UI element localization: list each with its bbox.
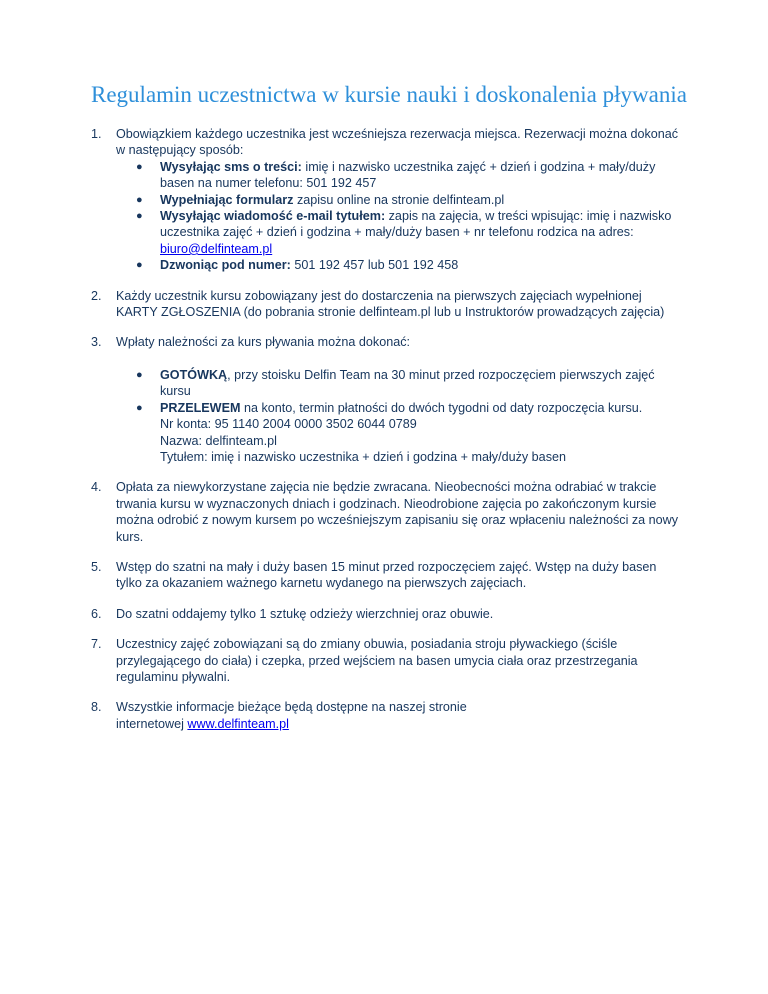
list-item xyxy=(116,159,681,192)
rule-text: Wstęp do szatni na mały i duży basen 15 minut przed rozpoczęciem zajęć. Wstęp na duży basen tylko za okazaniem ważnego karnetu wydanego na pierwszych zajęciach. xyxy=(116,559,657,591)
list-item xyxy=(116,400,681,466)
rule-text-line2: internetowej xyxy=(116,716,188,731)
rule-number: 1. xyxy=(91,127,102,141)
rule-text: Do szatni oddajemy tylko 1 sztukę odzieży wierzchniej oraz obuwie. xyxy=(116,606,494,621)
bullet-bold: PRZELEWEM xyxy=(160,400,241,415)
bullet-bold: GOTÓWKĄ xyxy=(160,367,228,382)
bullet-bold: Dzwoniąc pod numer: xyxy=(160,258,291,273)
bullet-icon: ● xyxy=(136,193,143,206)
bullet-text: na konto, termin płatności do dwóch tygodni od daty rozpoczęcia kursu. xyxy=(240,400,643,415)
bullet-text: zapis na zajęcia, w treści wpisując: imię i nazwisko uczestnika zajęć + dzień i godzina + mały/duży basen + nr telefonu rodzica na adres: xyxy=(160,209,672,240)
rule-number: 7. xyxy=(91,637,102,652)
bullet-text: zapisu online na stronie delfinteam.pl xyxy=(293,192,505,207)
list-item xyxy=(116,208,681,257)
rule-item-2 xyxy=(91,288,681,321)
list-item xyxy=(116,257,681,273)
account-name: Nazwa: delfinteam.pl xyxy=(160,433,277,448)
bullet-text: imię i nazwisko uczestnika zajęć + dzień i godzina + mały/duży basen na numer telefonu: 501 192 457 xyxy=(160,159,656,191)
page-title: Regulamin uczestnictwa w kursie nauki i doskonalenia pływania xyxy=(91,82,687,107)
bullet-icon: ● xyxy=(136,160,143,173)
bullet-icon: ● xyxy=(136,368,143,381)
rule-text: Obowiązkiem każdego uczestnika jest wcześniejsza rezerwacja miejsca. Rezerwacji można dokonać w następujący sposób: xyxy=(116,127,679,158)
payment-methods-list xyxy=(116,367,681,465)
rule-number: 5. xyxy=(91,559,102,574)
bullet-bold: Wysyłając wiadomość e-mail tytułem: xyxy=(160,209,386,224)
bullet-bold: Wypełniając formularz xyxy=(160,192,294,207)
rule-item-7 xyxy=(91,636,681,685)
rule-item-1 xyxy=(91,126,681,274)
rules-list xyxy=(91,126,681,732)
rule-item-8 xyxy=(91,699,681,732)
list-item xyxy=(116,367,681,400)
rule-item-5 xyxy=(91,559,681,592)
rule-text: Każdy uczestnik kursu zobowiązany jest do dostarczenia na pierwszych zajęciach wypełnionej KARTY ZGŁOSZENIA (do pobrania stronie delfinteam.pl lub u Instruktorów prowadzących zajęcia) xyxy=(116,288,665,320)
transfer-title: Tytułem: imię i nazwisko uczestnika + dzień i godzina + mały/duży basen xyxy=(160,449,566,464)
rule-number: 3. xyxy=(91,335,102,350)
bullet-text: , przy stoisku Delfin Team na 30 minut przed rozpoczęciem pierwszych zajęć kursu xyxy=(160,367,655,399)
account-number: Nr konta: 95 1140 2004 0000 3502 6044 0789 xyxy=(160,417,417,432)
rule-number: 2. xyxy=(91,288,102,303)
list-item xyxy=(116,192,681,208)
rule-number: 4. xyxy=(91,480,102,495)
reservation-methods-list xyxy=(116,159,681,274)
bullet-bold: Wysyłając sms o treści: xyxy=(160,159,302,174)
rule-item-4 xyxy=(91,479,681,545)
email-link[interactable]: biuro@delfinteam.pl xyxy=(160,241,273,256)
document-page xyxy=(91,80,687,746)
rule-text: Wpłaty należności za kurs pływania można dokonać: xyxy=(116,335,410,350)
rule-item-3 xyxy=(91,334,681,465)
bullet-icon: ● xyxy=(136,259,143,272)
rule-text: Opłata za niewykorzystane zajęcia nie będzie zwracana. Nieobecności można odrabiać w trakcie trwania kursu w wyznaczonych dniach i godzinach. Nieodrobione zajęcia po zakończonym kursie można odrobić z nowym kursem po wcześniejszym zapisaniu się oraz wpłaceniu należności za nowy kurs. xyxy=(116,480,679,544)
rule-number: 8. xyxy=(91,700,102,715)
website-link[interactable]: www.delfinteam.pl xyxy=(187,716,289,731)
rule-text: Wszystkie informacje bieżące będą dostępne na naszej stronie xyxy=(116,700,467,715)
rule-number: 6. xyxy=(91,606,102,621)
rule-item-6 xyxy=(91,606,681,622)
bullet-text: 501 192 457 lub 501 192 458 xyxy=(290,258,459,273)
rule-text: Uczestnicy zajęć zobowiązani są do zmiany obuwia, posiadania stroju pływackiego (ściśle przylegającego do ciała) i czepka, przed wejściem na basen umycia ciała oraz przestrzegania regulaminu pływalni. xyxy=(116,637,638,684)
bullet-icon: ● xyxy=(136,210,143,223)
bullet-icon: ● xyxy=(136,401,143,414)
